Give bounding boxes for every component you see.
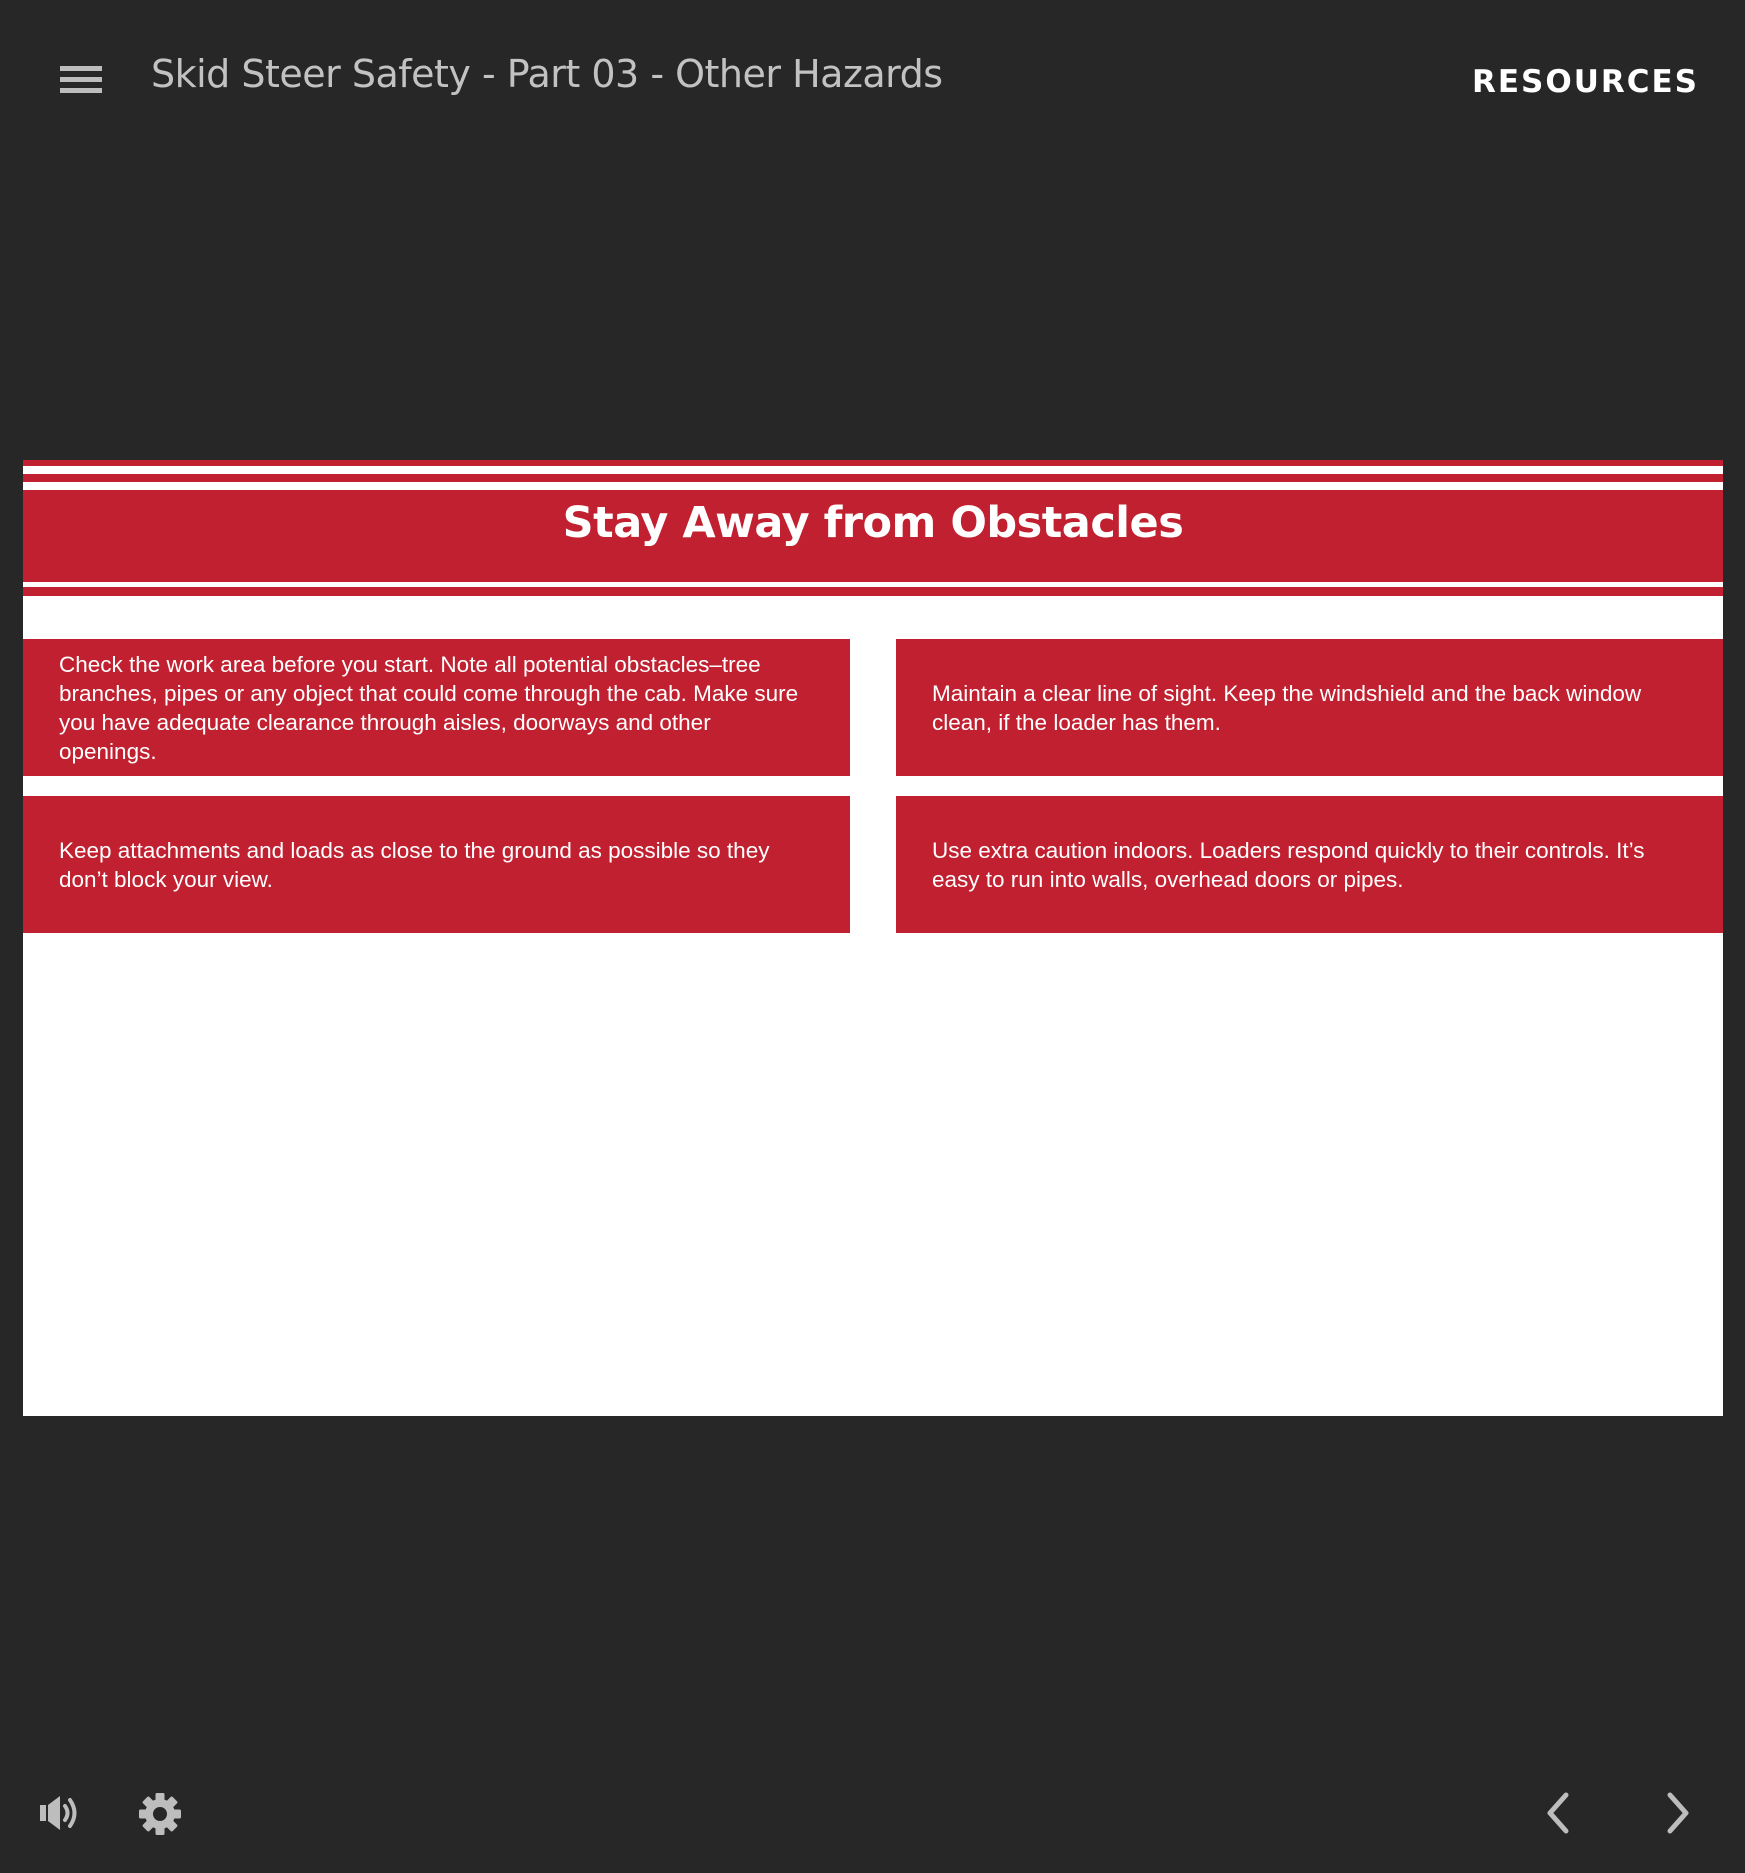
tip-card: [23, 796, 850, 933]
course-title: Skid Steer Safety - Part 03 - Other Hazards: [151, 52, 943, 96]
player-controls: [0, 1740, 1745, 1850]
tip-card: [896, 796, 1723, 933]
tip-text: Use extra caution indoors. Loaders respond quickly to their controls. It’s easy to run into walls, overhead doors or pipes.: [932, 837, 1645, 892]
hamburger-menu-icon[interactable]: [56, 62, 108, 98]
gear-icon[interactable]: [138, 1792, 182, 1836]
heading-banner: [23, 460, 1723, 596]
volume-icon[interactable]: [38, 1792, 84, 1834]
resources-button[interactable]: RESOURCES: [1471, 64, 1699, 100]
slide-canvas: [23, 460, 1723, 1416]
chevron-left-icon[interactable]: [1538, 1790, 1578, 1836]
top-bar: [0, 0, 1745, 160]
tip-card: [896, 639, 1723, 776]
slide-heading: Stay Away from Obstacles: [562, 498, 1184, 548]
tip-text: Check the work area before you start. Note all potential obstacles–tree branches, pipes or any object that could come through the cab. Make sure you have adequate clearance through aisles, doorways and other openings.: [59, 651, 799, 764]
tip-text: Keep attachments and loads as close to the ground as possible so they don’t block your view.: [59, 837, 770, 892]
tip-card: [23, 639, 850, 776]
chevron-right-icon[interactable]: [1658, 1790, 1698, 1836]
tip-text: Maintain a clear line of sight. Keep the windshield and the back window clean, if the loader has them.: [932, 680, 1642, 735]
